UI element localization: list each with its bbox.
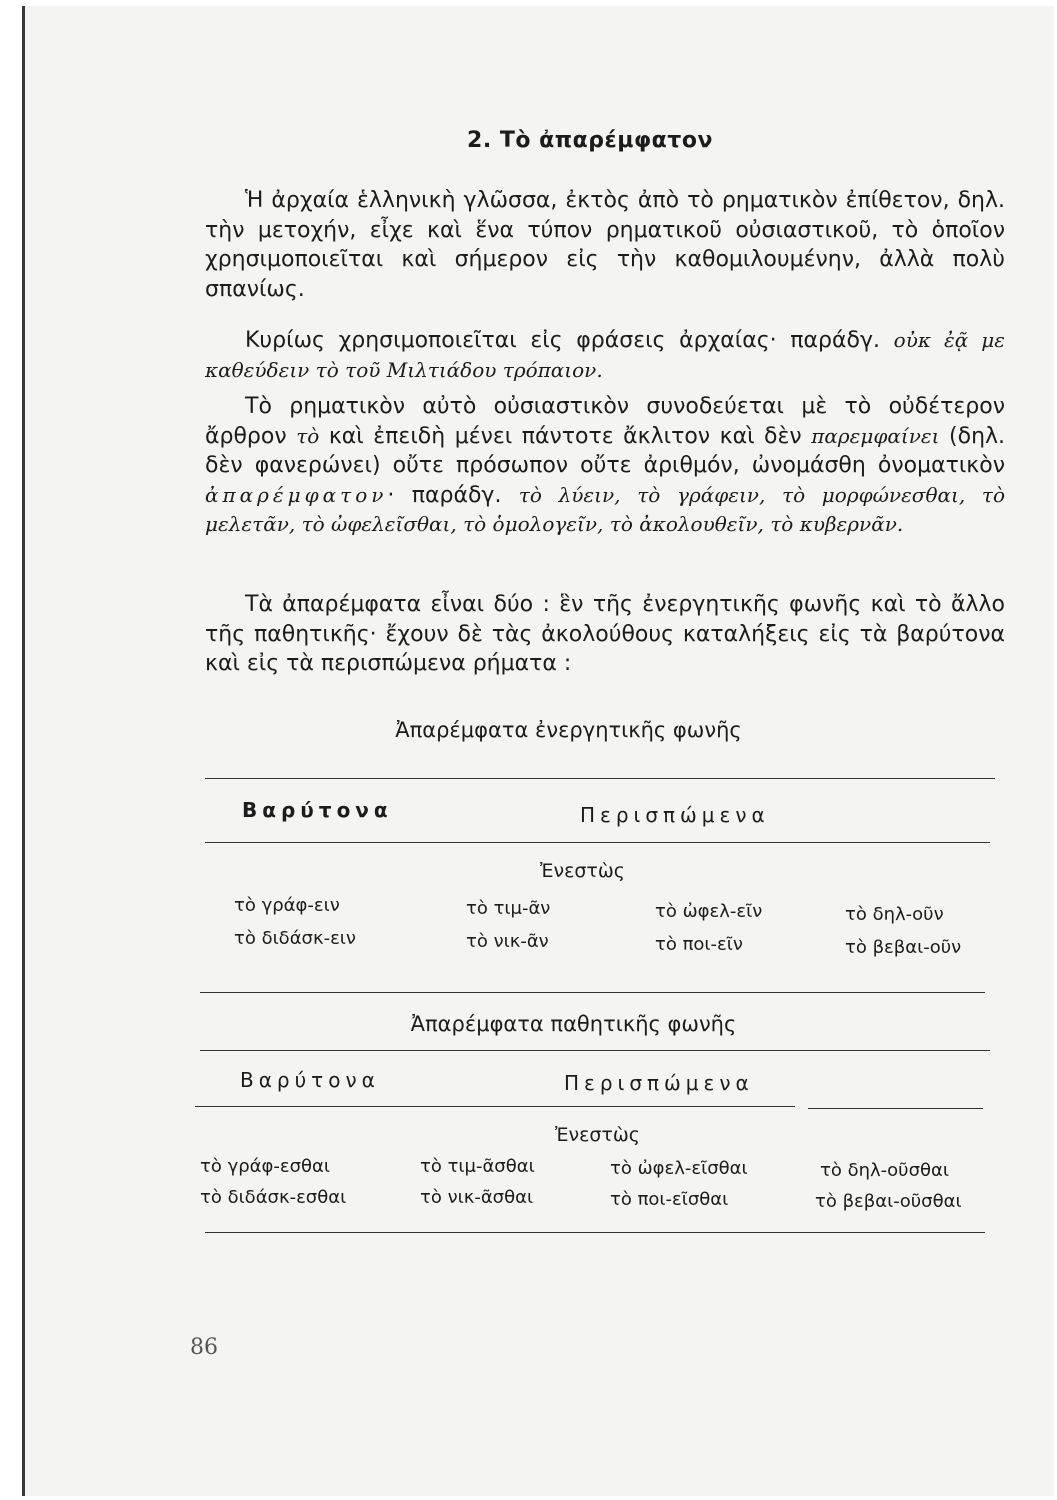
paragraph-3-text-e: (δηλ. δὲν φανερώνει) οὔτε πρόσωπον οὔτε ἀριθμόν, ὠνομάσθη ὀνοματικὸν bbox=[205, 423, 1006, 478]
paragraph-1 bbox=[205, 186, 1005, 304]
passive-col-perispomena: Περισπώμενα bbox=[564, 1071, 754, 1095]
paragraph-4 bbox=[205, 590, 1005, 679]
active-voice-heading: Ἀπαρέμφατα ἐνεργητικῆς φωνῆς bbox=[395, 718, 742, 742]
active-cell-r1-c4: τὸ δηλ-οῦν bbox=[845, 904, 944, 925]
passive-cell-r1-c4: τὸ δηλ-οῦσθαι bbox=[820, 1160, 949, 1181]
active-tense-label: Ἐνεστὼς bbox=[540, 860, 625, 882]
paragraph-3-text-c: καὶ ἐπειδὴ μένει πάντοτε ἄκλιτον καὶ δὲν bbox=[328, 423, 802, 449]
paragraph-3-text-g: · παράδγ. bbox=[387, 482, 502, 508]
passive-cell-r1-c2: τὸ τιμ-ᾶσθαι bbox=[420, 1156, 535, 1177]
passive-table-rule-mid-left bbox=[195, 1106, 795, 1107]
active-cell-r2-c2: τὸ νικ-ᾶν bbox=[466, 931, 549, 952]
paragraph-2 bbox=[205, 326, 1005, 385]
paragraph-3-examples: τὸ λύειν, τὸ γράφειν, τὸ μορφώνεσθαι, τὸ μελετᾶν, τὸ ὠφελεῖσθαι, τὸ ὁμολογεῖν, τὸ ἀκολουθεῖν, τὸ κυβερνᾶν. bbox=[205, 482, 1005, 536]
active-table-rule-top bbox=[205, 778, 995, 779]
paragraph-3 bbox=[205, 392, 1005, 540]
passive-table-rule-mid-right bbox=[808, 1108, 983, 1109]
paragraph-2-example: οὐκ ἐᾷ με καθεύδειν τὸ τοῦ Μιλτιάδου τρόπαιον. bbox=[205, 328, 1006, 382]
active-cell-r1-c2: τὸ τιμ-ᾶν bbox=[466, 898, 551, 919]
passive-voice-heading: Ἀπαρέμφατα παθητικῆς φωνῆς bbox=[410, 1012, 737, 1036]
page-number: 86 bbox=[190, 1335, 218, 1360]
passive-cell-r1-c1: τὸ γράφ-εσθαι bbox=[200, 1156, 330, 1177]
passive-cell-r2-c1: τὸ διδάσκ-εσθαι bbox=[200, 1187, 347, 1208]
passive-cell-r2-c4: τὸ βεβαι-οῦσθαι bbox=[815, 1191, 962, 1212]
passive-cell-r2-c3: τὸ ποι-εῖσθαι bbox=[610, 1189, 729, 1210]
paragraph-1-text: Ἡ ἀρχαία ἑλληνικὴ γλῶσσα, ἐκτὸς ἀπὸ τὸ ρηματικὸν ἐπίθετον, δηλ. τὴν μετοχήν, εἶχε καὶ ἕνα τύπον ρηματικοῦ οὐσιαστικοῦ, τὸ ὁποῖον χρησιμοποιεῖται καὶ σήμερον εἰς τὴν καθομιλουμένην, ἀλλὰ πολὺ σπανίως. bbox=[205, 188, 1005, 302]
active-col-barytona: Βαρύτονα bbox=[242, 798, 393, 822]
paragraph-4-text: Τὰ ἀπαρέμφατα εἶναι δύο : ἓν τῆς ἐνεργητικῆς φωνῆς καὶ τὸ ἄλλο τῆς παθητικῆς· ἔχουν δὲ τὰς ἀκολούθους καταλήξεις εἰς τὰ βαρύτονα καὶ εἰς τὰ περισπώμενα ρήματα : bbox=[205, 592, 1005, 676]
paragraph-2-text: Κυρίως χρησιμοποιεῖται εἰς φράσεις ἀρχαίας· παράδγ. bbox=[245, 328, 880, 353]
active-col-perispomena: Περισπώμενα bbox=[580, 803, 770, 827]
active-table-rule-bottom bbox=[200, 992, 985, 993]
active-cell-r2-c4: τὸ βεβαι-οῦν bbox=[845, 937, 962, 958]
active-cell-r1-c3: τὸ ὠφελ-εῖν bbox=[655, 901, 763, 922]
passive-cell-r2-c2: τὸ νικ-ᾶσθαι bbox=[420, 1187, 534, 1208]
paragraph-3-spaced-term: ἀπαρέμφατον bbox=[205, 482, 388, 507]
active-cell-r1-c1: τὸ γράφ-ειν bbox=[234, 895, 340, 916]
passive-col-barytona: Βαρύτονα bbox=[240, 1068, 380, 1092]
active-cell-r2-c3: τὸ ποι-εῖν bbox=[655, 934, 743, 955]
paragraph-3-text-a: Τὸ ρηματικὸν αὐτὸ οὐσιαστικὸν συνοδεύεται μὲ τὸ οὐδέτερον ἄρθρον bbox=[205, 394, 1005, 449]
passive-tense-label: Ἐνεστὼς bbox=[555, 1124, 640, 1146]
passive-table-rule-bottom bbox=[205, 1232, 985, 1233]
passive-table-rule-top bbox=[200, 1050, 990, 1051]
passive-cell-r1-c3: τὸ ὠφελ-εῖσθαι bbox=[610, 1158, 748, 1179]
section-title: 2. Τὸ ἀπαρέμφατον bbox=[467, 128, 713, 153]
paragraph-3-term: παρεμφαίνει bbox=[811, 423, 940, 448]
active-cell-r2-c1: τὸ διδάσκ-ειν bbox=[234, 928, 356, 949]
active-table-rule-mid bbox=[205, 842, 990, 843]
paragraph-3-article: τὸ bbox=[296, 423, 320, 448]
